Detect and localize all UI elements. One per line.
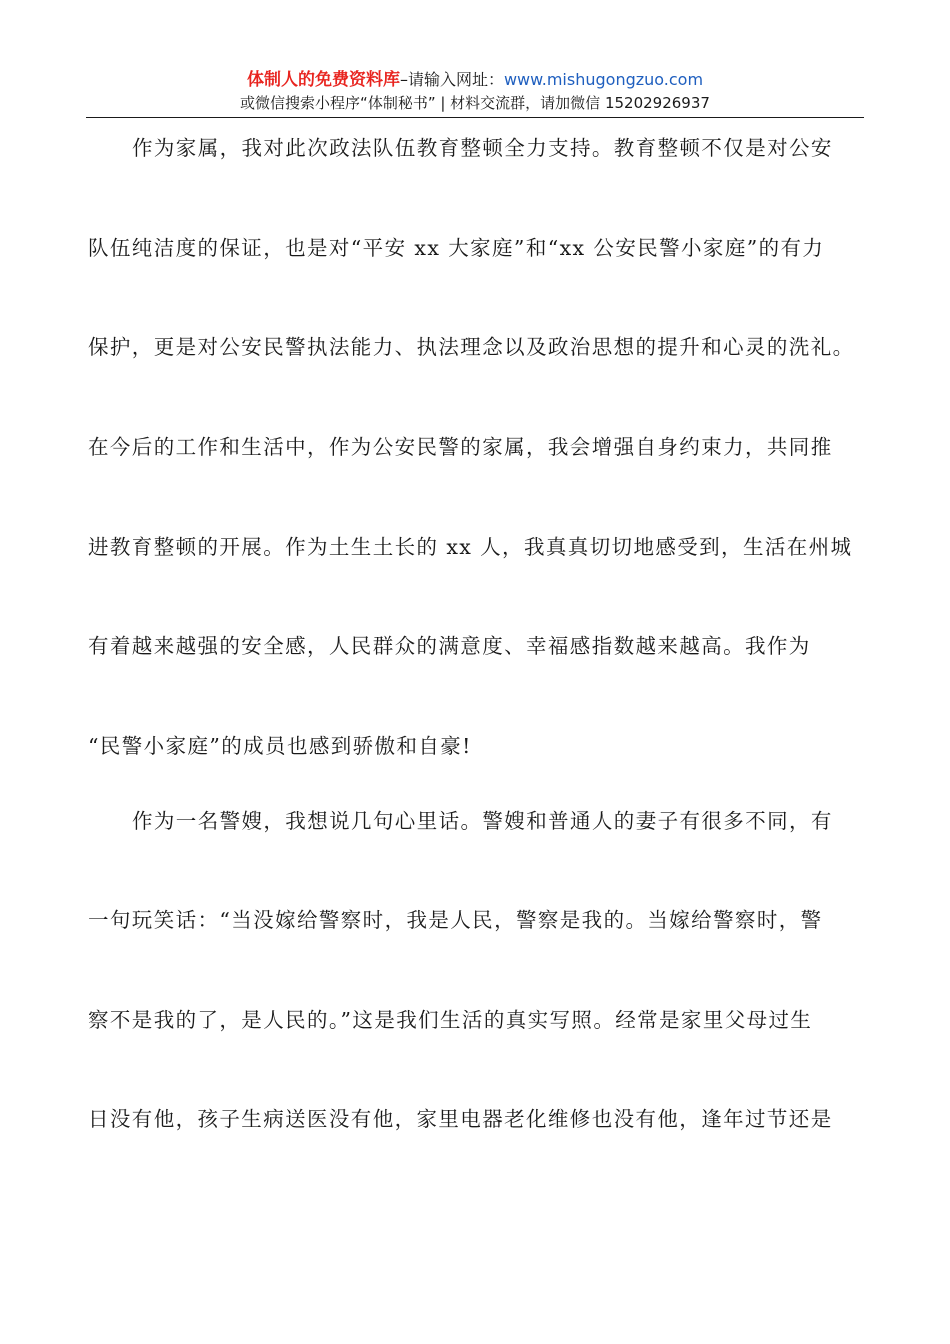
website-link[interactable]: www.mishugongzuo.com — [503, 70, 704, 89]
paragraph-2-line-2: 一句玩笑话：“当没嫁给警察时，我是人民，警察是我的。当嫁给警察时，警 — [88, 908, 823, 932]
paragraph-1-line-1: 作为家属，我对此次政法队伍教育整顿全力支持。教育整顿不仅是对公安 — [132, 136, 833, 160]
paragraph-2-line-4: 日没有他，孩子生病送医没有他，家里电器老化维修也没有他，逢年过节还是 — [88, 1107, 833, 1131]
header-line-1 — [86, 68, 864, 92]
paragraph-1-line-3: 保护，更是对公安民警执法能力、执法理念以及政治思想的提升和心灵的洗礼。 — [88, 335, 855, 359]
header-divider — [86, 117, 864, 118]
url-prompt: –请输入网址： — [399, 70, 504, 89]
paragraph-2-line-3: 察不是我的了，是人民的。”这是我们生活的真实写照。经常是家里父母过生 — [88, 1008, 813, 1032]
page-header — [86, 68, 864, 114]
paragraph-1-line-6: 有着越来越强的安全感，人民群众的满意度、幸福感指数越来越高。我作为 — [88, 634, 811, 658]
paragraph-1-line-5: 进教育整顿的开展。作为土生土长的 xx 人，我真真切切地感受到，生活在州城 — [88, 535, 853, 559]
paragraph-1-line-7: “民警小家庭”的成员也感到骄傲和自豪! — [88, 734, 472, 758]
paragraph-1-line-2: 队伍纯洁度的保证，也是对“平安 xx 大家庭”和“xx 公安民警小家庭”的有力 — [88, 236, 825, 260]
brand-name: 体制人的免费资料库 — [246, 70, 400, 90]
paragraph-1-line-4: 在今后的工作和生活中，作为公安民警的家属，我会增强自身约束力，共同推 — [88, 435, 833, 459]
paragraph-2-line-1: 作为一名警嫂，我想说几句心里话。警嫂和普通人的妻子有很多不同，有 — [132, 809, 833, 833]
header-line-2: 或微信搜索小程序“体制秘书” | 材料交流群，请加微信 15202926937 — [240, 94, 710, 112]
